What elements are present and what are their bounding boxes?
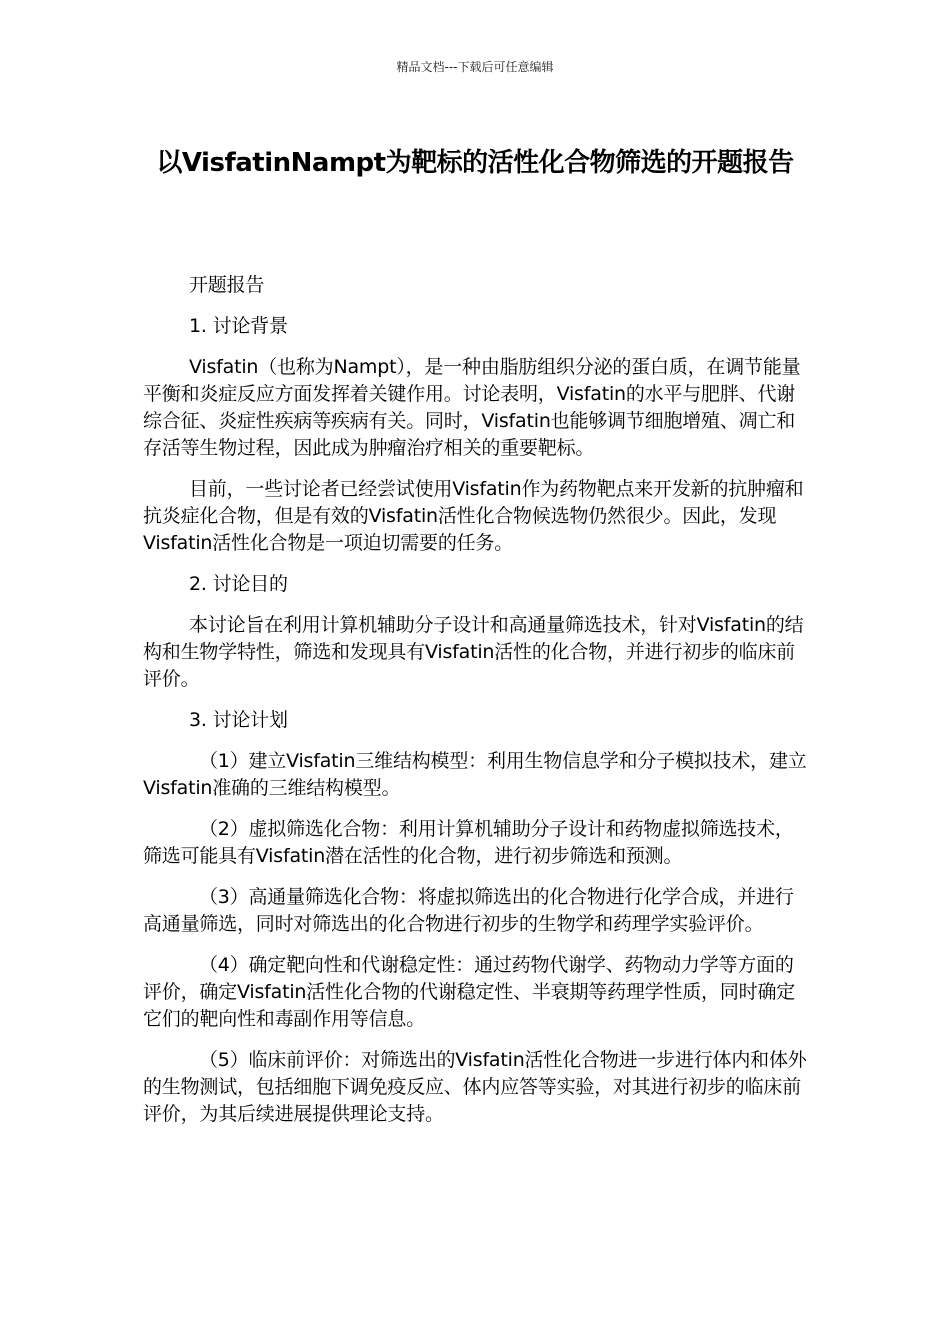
section-heading: 1. 讨论背景 [189,315,288,337]
plan-item: （1）建立Visfatin三维结构模型：利用生物信息学和分子模拟技术，建立Visfatin准确的三维结构模型。 [143,750,807,799]
section-heading: 3. 讨论计划 [189,709,288,731]
paragraph-heading: 开题报告 [189,274,265,296]
body-paragraph: Visfatin（也称为Nampt），是一种由脂肪组织分泌的蛋白质，在调节能量平衡和炎症反应方面发挥着关键作用。讨论表明，Visfatin的水平与肥胖、代谢综合征、炎症性疾病等疾病有关。同时，Visfatin也能够调节细胞增殖、凋亡和存活等生物过程，因此成为肿瘤治疗相关的重要靶标。 [143,356,801,459]
section-heading: 2. 讨论目的 [189,573,288,595]
document-body [143,272,807,1142]
plan-item: （4）确定靶向性和代谢稳定性：通过药物代谢学、药物动力学等方面的评价，确定Visfatin活性化合物的代谢稳定性、半衰期等药理学性质，同时确定它们的靶向性和毒副作用等信息。 [143,954,796,1030]
body-paragraph: 本讨论旨在利用计算机辅助分子设计和高通量筛选技术，针对Visfatin的结构和生物学特性，筛选和发现具有Visfatin活性的化合物，并进行初步的临床前评价。 [143,614,804,690]
plan-item: （3）高通量筛选化合物：将虚拟筛选出的化合物进行化学合成，并进行高通量筛选，同时对筛选出的化合物进行初步的生物学和药理学实验评价。 [143,886,794,935]
page-header: 精品文档---下载后可任意编辑 [396,60,554,74]
body-paragraph: 目前，一些讨论者已经尝试使用Visfatin作为药物靶点来开发新的抗肿瘤和抗炎症化合物，但是有效的Visfatin活性化合物候选物仍然很少。因此，发现Visfatin活性化合物是一项迫切需要的任务。 [143,478,804,554]
document-title: 以VisfatinNampt为靶标的活性化合物筛选的开题报告 [156,148,794,178]
plan-item: （2）虚拟筛选化合物：利用计算机辅助分子设计和药物虚拟筛选技术，筛选可能具有Visfatin潜在活性的化合物，进行初步筛选和预测。 [143,818,794,867]
plan-item: （5）临床前评价：对筛选出的Visfatin活性化合物进一步进行体内和体外的生物测试，包括细胞下调免疫反应、体内应答等实验，对其进行初步的临床前评价，为其后续进展提供理论支持。 [143,1049,807,1125]
